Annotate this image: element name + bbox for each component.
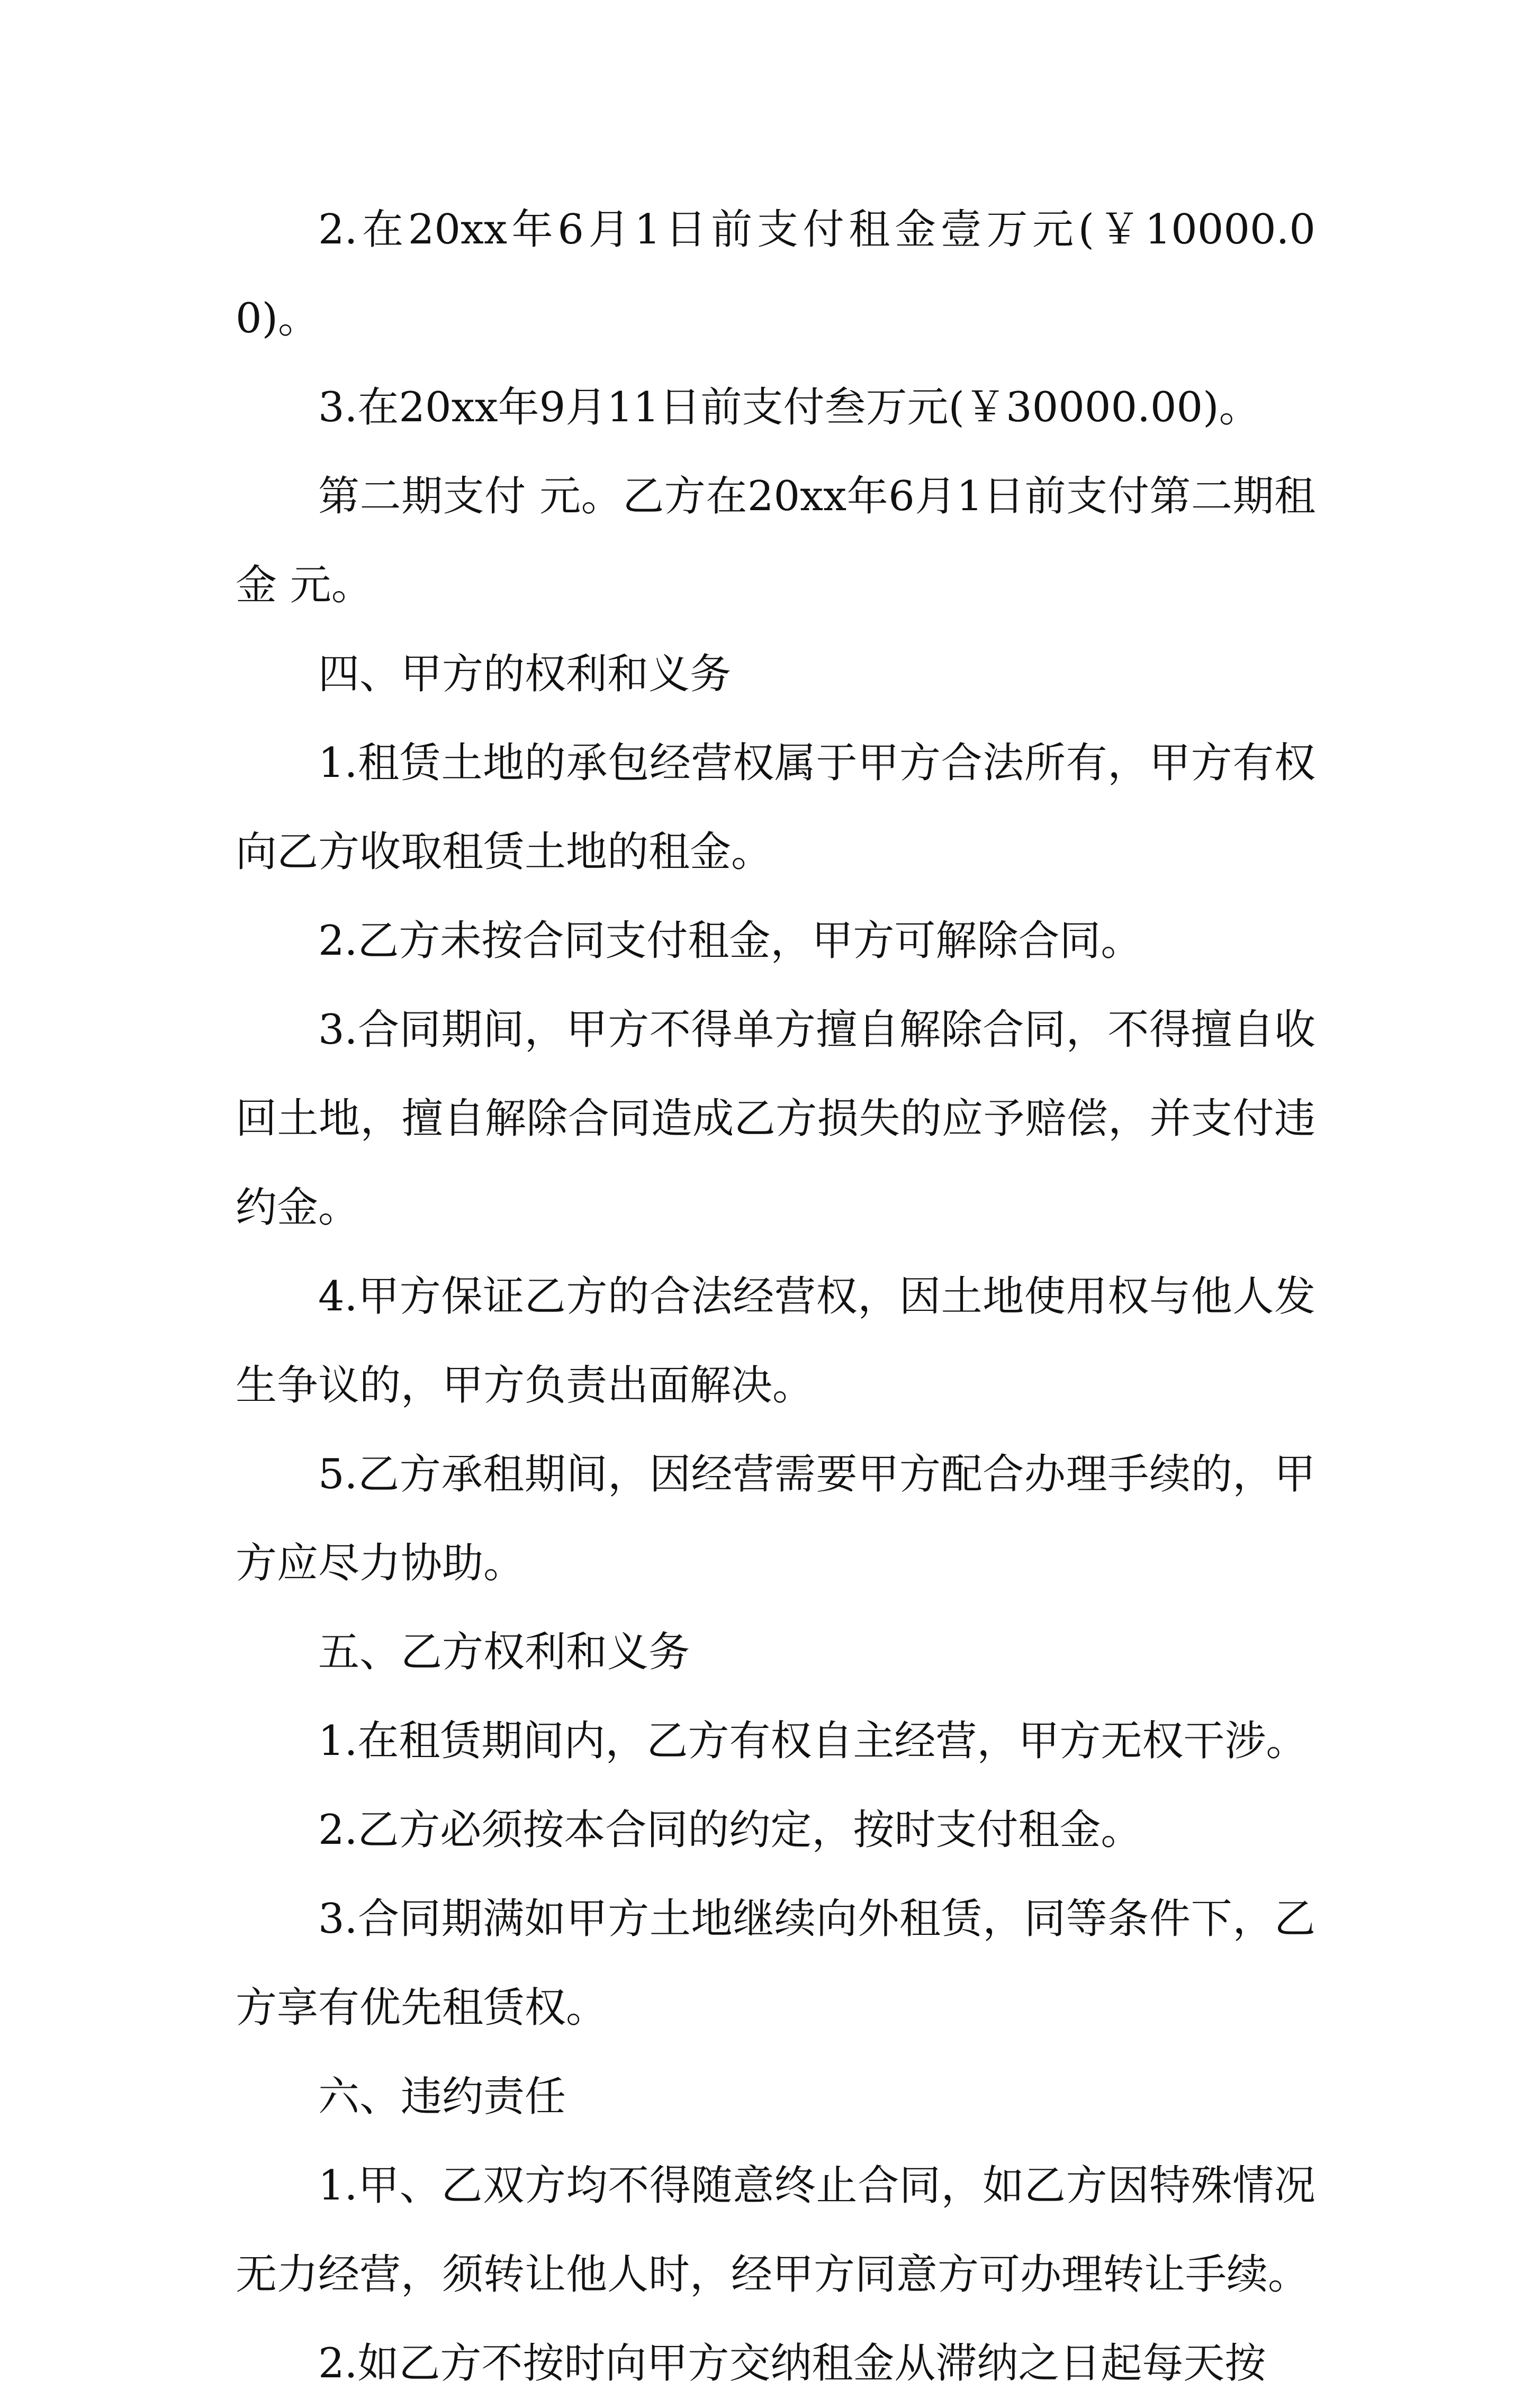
- paragraph-party-a-item-2: 2.乙方未按合同支付租金，甲方可解除合同。: [318, 917, 1142, 965]
- paragraph-party-b-item-1: 1.在租赁期间内，乙方有权自主经营，甲方无权干涉。: [318, 1717, 1308, 1765]
- paragraph-party-a-item-4: 4.甲方保证乙方的合法经营权，因土地使用权与他人发生争议的，甲方负责出面解决。: [236, 1273, 1315, 1409]
- paragraph-party-a-item-1: 1.租赁土地的承包经营权属于甲方合法所有，甲方有权向乙方收取租赁土地的租金。: [236, 739, 1315, 876]
- paragraph-payment-item-3: 3.在20xx年9月11日前支付叁万元(￥30000.00)。: [318, 384, 1260, 431]
- paragraph-liability-item-2: 2.如乙方不按时向甲方交纳租金从滞纳之日起每天按: [318, 2340, 1266, 2387]
- paragraph-party-b-item-3: 3.合同期满如甲方土地继续向外租赁，同等条件下，乙方享有优先租赁权。: [236, 1895, 1315, 2032]
- paragraph-party-a-item-3: 3.合同期间，甲方不得单方擅自解除合同，不得擅自收回土地，擅自解除合同造成乙方损失的应予赔偿，并支付违约金。: [236, 1006, 1315, 1232]
- paragraph-payment-item-2: 2.在20xx年6月1日前支付租金壹万元(￥10000.00)。: [236, 206, 1315, 342]
- section-heading-party-a-rights: 四、甲方的权利和义务: [318, 650, 732, 698]
- paragraph-party-b-item-2: 2.乙方必须按本合同的约定，按时支付租金。: [318, 1806, 1142, 1854]
- section-heading-party-b-rights: 五、乙方权利和义务: [318, 1628, 690, 1676]
- contract-text-body: [236, 185, 1315, 2408]
- paragraph-second-installment: 第二期支付 元。乙方在20xx年6月1日前支付第二期租金 元。: [236, 473, 1315, 609]
- paragraph-liability-item-1: 1.甲、乙双方均不得随意终止合同，如乙方因特殊情况无力经营，须转让他人时，经甲方同意方可办理转让手续。: [236, 2162, 1315, 2298]
- section-heading-liability: 六、违约责任: [318, 2073, 566, 2121]
- paragraph-party-a-item-5: 5.乙方承租期间，因经营需要甲方配合办理手续的，甲方应尽力协助。: [236, 1451, 1315, 1587]
